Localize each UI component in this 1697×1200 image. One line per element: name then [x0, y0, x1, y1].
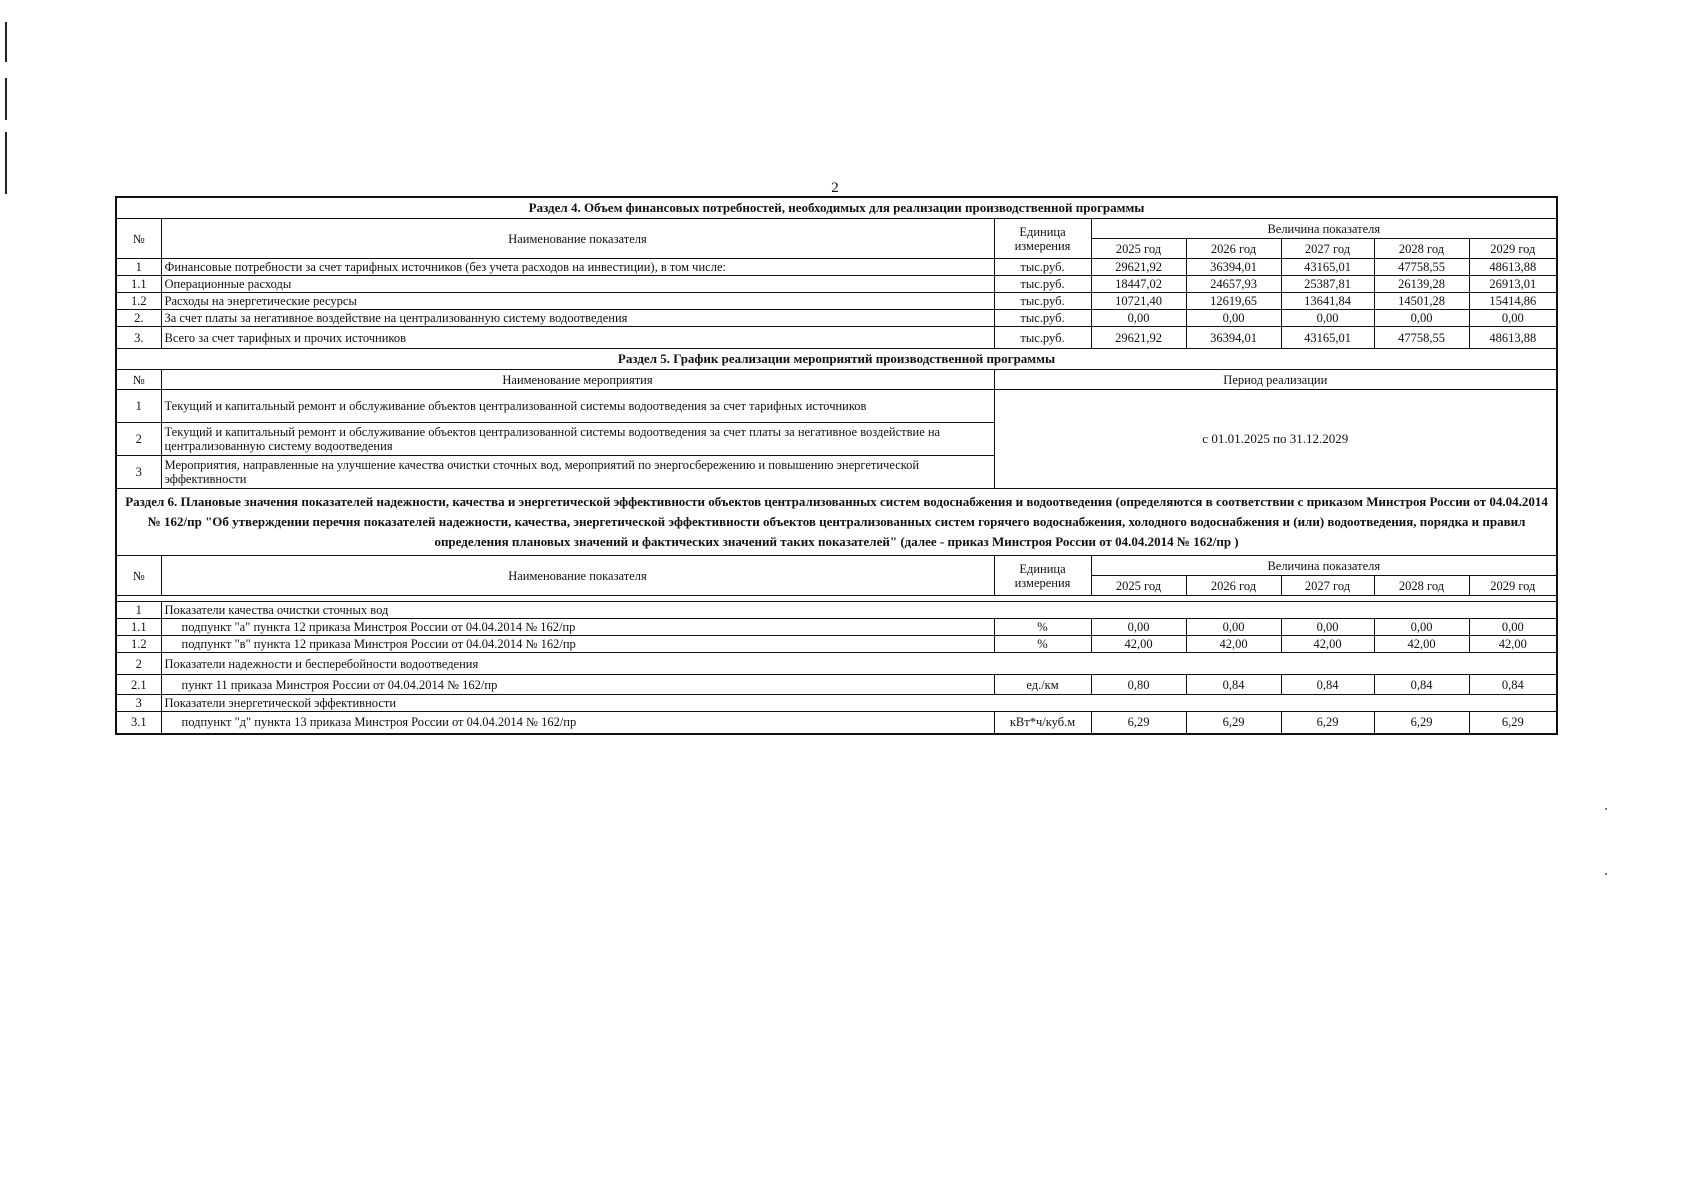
year-header: 2025 год — [1091, 576, 1186, 596]
row-number: 1.2 — [116, 293, 161, 310]
row-value: 0,80 — [1091, 675, 1186, 695]
row-unit: ед./км — [994, 675, 1091, 695]
year-header: 2029 год — [1469, 239, 1557, 259]
row-number: 1.1 — [116, 276, 161, 293]
col-header-name: Наименование показателя — [161, 556, 994, 596]
table-row — [116, 636, 1557, 653]
row-unit: % — [994, 636, 1091, 653]
row-value: 6,29 — [1091, 712, 1186, 734]
row-name: Показатели энергетической эффективности — [161, 695, 1557, 712]
year-header: 2029 год — [1469, 576, 1557, 596]
row-value: 0,84 — [1374, 675, 1469, 695]
page-number: 2 — [831, 180, 839, 196]
row-value: 14501,28 — [1374, 293, 1469, 310]
row-value: 0,00 — [1374, 619, 1469, 636]
row-number: 3. — [116, 327, 161, 349]
row-value: 29621,92 — [1091, 259, 1186, 276]
row-value: 36394,01 — [1186, 327, 1281, 349]
row-number: 3.1 — [116, 712, 161, 734]
table-row — [116, 293, 1557, 310]
year-header: 2027 год — [1281, 576, 1374, 596]
row-value: 12619,65 — [1186, 293, 1281, 310]
row-number: 1.1 — [116, 619, 161, 636]
row-name: Финансовые потребности за счет тарифных источников (без учета расходов на инвестиции), в том числе: — [161, 259, 994, 276]
row-unit: тыс.руб. — [994, 327, 1091, 349]
row-value: 6,29 — [1469, 712, 1557, 734]
row-value: 42,00 — [1091, 636, 1186, 653]
row-number: 2. — [116, 310, 161, 327]
table-row — [116, 390, 1557, 423]
row-value: 0,84 — [1186, 675, 1281, 695]
row-unit: тыс.руб. — [994, 276, 1091, 293]
row-value: 48613,88 — [1469, 259, 1557, 276]
scan-margin-mark — [5, 78, 7, 120]
row-value: 10721,40 — [1091, 293, 1186, 310]
row-number: 1 — [116, 602, 161, 619]
row-value: 42,00 — [1186, 636, 1281, 653]
row-name: Текущий и капитальный ремонт и обслуживание объектов централизованной системы водоотведения за счет тарифных источников — [161, 390, 994, 423]
row-value: 6,29 — [1281, 712, 1374, 734]
row-value: 47758,55 — [1374, 327, 1469, 349]
row-value: 47758,55 — [1374, 259, 1469, 276]
group-row — [116, 602, 1557, 619]
row-name: подпункт "д" пункта 13 приказа Минстроя России от 04.04.2014 № 162/пр — [161, 712, 994, 734]
row-number: 1 — [116, 259, 161, 276]
row-number: 2.1 — [116, 675, 161, 695]
row-number: 1.2 — [116, 636, 161, 653]
col-header-number: № — [116, 219, 161, 259]
row-number: 2 — [116, 653, 161, 675]
year-header: 2026 год — [1186, 576, 1281, 596]
row-number: 3 — [116, 695, 161, 712]
row-name: Текущий и капитальный ремонт и обслуживание объектов централизованной системы водоотведения за счет платы за негативное воздействие на централизованную систему водоотведения — [161, 423, 994, 456]
group-row — [116, 653, 1557, 675]
year-header: 2028 год — [1374, 239, 1469, 259]
period-value: с 01.01.2025 по 31.12.2029 — [994, 390, 1557, 489]
row-value: 15414,86 — [1469, 293, 1557, 310]
row-value: 42,00 — [1469, 636, 1557, 653]
col-header-unit: Единица измерения — [994, 219, 1091, 259]
year-header: 2027 год — [1281, 239, 1374, 259]
row-unit: кВт*ч/куб.м — [994, 712, 1091, 734]
row-value: 6,29 — [1374, 712, 1469, 734]
row-value: 6,29 — [1186, 712, 1281, 734]
col-header-value: Величина показателя — [1091, 556, 1557, 576]
row-value: 0,00 — [1186, 310, 1281, 327]
section5-title: Раздел 5. График реализации мероприятий производственной программы — [116, 349, 1557, 370]
row-value: 0,00 — [1469, 619, 1557, 636]
table-row — [116, 675, 1557, 695]
col-header-value: Величина показателя — [1091, 219, 1557, 239]
row-value: 0,84 — [1469, 675, 1557, 695]
row-value: 24657,93 — [1186, 276, 1281, 293]
row-name: За счет платы за негативное воздействие на централизованную систему водоотведения — [161, 310, 994, 327]
scan-margin-mark — [5, 22, 7, 62]
row-value: 26139,28 — [1374, 276, 1469, 293]
table-row — [116, 327, 1557, 349]
section6-title: Раздел 6. Плановые значения показателей надежности, качества и энергетической эффективности объектов централизованных систем водоснабжения и водоотведения (определяются в соответствии с приказом Минстроя России от 04.04.2014 № 162/пр "Об утверждении перечня показателей надежности, качества, энергетической эффективности объектов централизованных систем горячего водоснабжения, холодного водоснабжения и (или) водоотведения, порядка и правил определения плановых значений и фактических значений таких показателей" (далее - приказ Минстроя России от 04.04.2014 № 162/пр ) — [116, 489, 1557, 556]
table-row — [116, 712, 1557, 734]
row-name: Расходы на энергетические ресурсы — [161, 293, 994, 310]
row-value: 29621,92 — [1091, 327, 1186, 349]
col-header-unit: Единица измерения — [994, 556, 1091, 596]
row-value: 36394,01 — [1186, 259, 1281, 276]
row-number: 1 — [116, 390, 161, 423]
row-value: 13641,84 — [1281, 293, 1374, 310]
row-value: 43165,01 — [1281, 327, 1374, 349]
row-unit: % — [994, 619, 1091, 636]
scan-speck — [1605, 873, 1607, 875]
row-value: 0,00 — [1374, 310, 1469, 327]
year-header: 2026 год — [1186, 239, 1281, 259]
row-number: 3 — [116, 456, 161, 489]
row-value: 26913,01 — [1469, 276, 1557, 293]
row-number: 2 — [116, 423, 161, 456]
row-value: 0,00 — [1281, 310, 1374, 327]
row-value: 0,00 — [1091, 310, 1186, 327]
row-name: Мероприятия, направленные на улучшение качества очистки сточных вод, мероприятий по энергосбережению и повышению энергетической эффективности — [161, 456, 994, 489]
row-value: 43165,01 — [1281, 259, 1374, 276]
row-value: 0,00 — [1186, 619, 1281, 636]
row-value: 25387,81 — [1281, 276, 1374, 293]
row-unit: тыс.руб. — [994, 259, 1091, 276]
table-row — [116, 310, 1557, 327]
row-name: подпункт "в" пункта 12 приказа Минстроя России от 04.04.2014 № 162/пр — [161, 636, 994, 653]
table-row — [116, 259, 1557, 276]
year-header: 2028 год — [1374, 576, 1469, 596]
section4-title: Раздел 4. Объем финансовых потребностей, необходимых для реализации производственной программы — [116, 197, 1557, 219]
scan-speck — [1605, 808, 1607, 810]
row-name: Показатели надежности и бесперебойности водоотведения — [161, 653, 1557, 675]
row-value: 42,00 — [1374, 636, 1469, 653]
row-name: Операционные расходы — [161, 276, 994, 293]
main-table — [115, 196, 1558, 735]
col-header-name: Наименование показателя — [161, 219, 994, 259]
row-name: подпункт "а" пункта 12 приказа Минстроя России от 04.04.2014 № 162/пр — [161, 619, 994, 636]
row-value: 0,00 — [1281, 619, 1374, 636]
table-row — [116, 619, 1557, 636]
row-value: 42,00 — [1281, 636, 1374, 653]
col-header-number: № — [116, 370, 161, 390]
table-row — [116, 276, 1557, 293]
row-name: Показатели качества очистки сточных вод — [161, 602, 1557, 619]
row-name: Всего за счет тарифных и прочих источников — [161, 327, 994, 349]
row-value: 18447,02 — [1091, 276, 1186, 293]
group-row — [116, 695, 1557, 712]
col-header-period: Период реализации — [994, 370, 1557, 390]
row-unit: тыс.руб. — [994, 293, 1091, 310]
col-header-number: № — [116, 556, 161, 596]
row-unit: тыс.руб. — [994, 310, 1091, 327]
row-value: 48613,88 — [1469, 327, 1557, 349]
document-sheet — [115, 196, 1556, 735]
row-value: 0,00 — [1469, 310, 1557, 327]
col-header-name: Наименование мероприятия — [161, 370, 994, 390]
year-header: 2025 год — [1091, 239, 1186, 259]
row-value: 0,00 — [1091, 619, 1186, 636]
row-value: 0,84 — [1281, 675, 1374, 695]
row-name: пункт 11 приказа Минстроя России от 04.04.2014 № 162/пр — [161, 675, 994, 695]
